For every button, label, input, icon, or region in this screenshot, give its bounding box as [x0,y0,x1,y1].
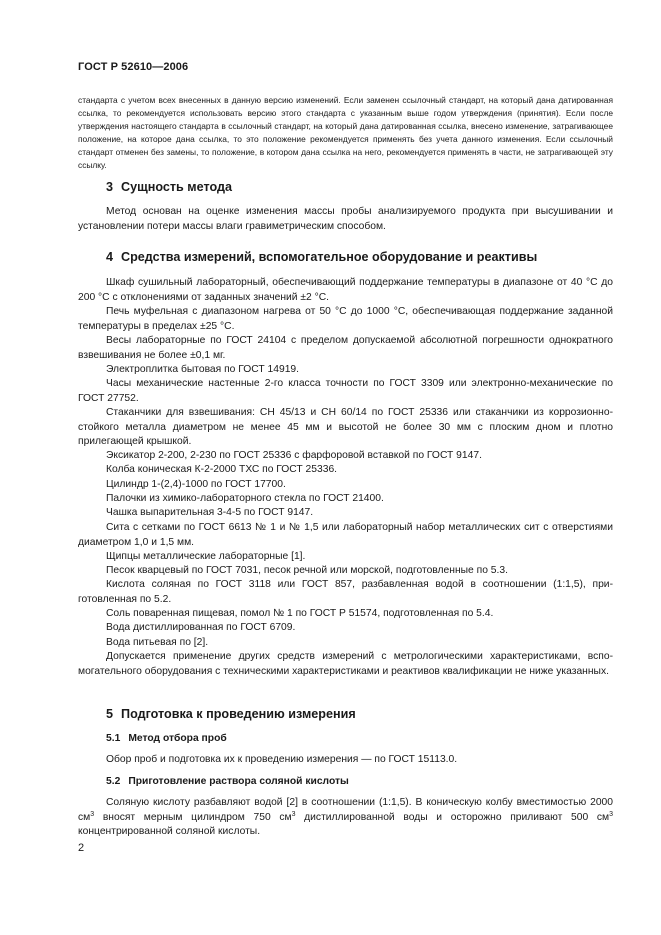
paragraph: Сита с сетками по ГОСТ 6613 № 1 и № 1,5 или лабораторный набор металлических сит с отверстиями диаметром 1,0 и 1,5 мм. [78,522,613,548]
paragraph: Электроплитка бытовая по ГОСТ 14919. [106,364,300,375]
paragraph: Вода питьевая по [2]. [106,637,209,648]
paragraph: Чашка выпарительная 3-4-5 по ГОСТ 9147. [106,507,314,518]
page-number: 2 [78,842,85,854]
paragraph: Шкаф сушильный лабораторный, обеспечивающий поддержание температуры в диапазоне от 40 °С до 200 °С с отклонениями от заданных значений ±2 °С. [78,277,613,303]
paragraph: Эксикатор 2-200, 2-230 по ГОСТ 25336 с фарфоровой вставкой по ГОСТ 9147. [106,450,482,461]
paragraph: Обор проб и подготовка их к проведению измерения — по ГОСТ 15113.0. [106,754,458,765]
superscript: 3 [609,810,613,818]
text-run: концентрированной соляной кислоты. [78,826,261,838]
paragraph: Печь муфельная с диапазоном нагрева от 50 °С до 1000 °С, обеспечивающая поддержание заданной температуры в пределах ±25 °С. [78,306,613,332]
subsection-5-2-heading [106,776,357,787]
paragraph: Соль поваренная пищевая, помол № 1 по ГОСТ Р 51574, подготовленная по 5.4. [106,608,494,619]
section-4-heading [106,250,545,264]
paragraph: Допускается применение других средств измерений с метрологическими характеристиками, вспомогательного оборудования с техническими характеристиками и реактивов квалификации не ниже указанных. [78,651,613,677]
paragraph: Кислота соляная по ГОСТ 3118 или ГОСТ 857, разбавленная водой в соотношении (1:1,5), приготовленная по 5.2. [78,579,613,605]
text-run: Соляную кислоту разбавляют водой [2] в соотношении (1:1,5). В коническую колбу вместимостью 2000 см [78,797,613,823]
section-5-heading [106,707,364,721]
paragraph: Метод основан на оценке изменения массы пробы анализируемого продукта при высушивании и установлении потери массы влаги гравиметрическим способом. [78,206,613,232]
paragraph [78,796,613,840]
document-header: ГОСТ Р 52610—2006 [78,61,189,73]
section-3-heading [106,180,240,194]
paragraph: Песок кварцевый по ГОСТ 7031, песок речной или морской, подготовленные по 5.3. [106,565,508,576]
section-number: 4 [106,250,114,264]
subsection-5-1-heading [106,733,235,744]
subsection-title: Метод отбора проб [128,733,227,744]
superscript: 3 [291,810,296,818]
text-run: вносят мерным цилиндром 750 см [94,811,292,823]
intro-note: стандарта с учетом всех внесенных в данную версию изменений. Если заменен ссылочный стандарт, на который дана датированная ссылка, то рекомендуется использовать версию этого стандарта с указанным выше годом утверждения (принятия). Если после утверждения настоящего стандарта в ссылочный стандарт, на который дана датированная ссылка, внесено изменение, затрагивающее положение, на которое дана ссылка, то это положение рекомендуется применять без учета данного изменения. Если ссылочный стандарт отменен без замены, то положение, в котором дана ссылка на него, рекомендуется применять в части, не затрагивающей эту ссылку. [78,95,613,170]
superscript: 3 [90,810,95,818]
section-title: Подготовка к проведению измерения [121,707,356,721]
paragraph: Часы механические настенные 2-го класса точности по ГОСТ 3309 или электронно-механические по ГОСТ 27752. [78,378,613,404]
section-number: 5 [106,707,114,721]
subsection-title: Приготовление раствора соляной кислоты [128,776,349,787]
paragraph: Вода дистиллированная по ГОСТ 6709. [106,622,296,633]
subsection-number: 5.2 [106,776,121,787]
subsection-number: 5.1 [106,733,121,744]
paragraph: Колба коническая К-2-2000 ТХС по ГОСТ 25336. [106,464,338,475]
section-title: Сущность метода [121,180,232,194]
section-title: Средства измерений, вспомогательное оборудование и реактивы [121,250,538,264]
paragraph: Цилиндр 1-(2,4)-1000 по ГОСТ 17700. [106,479,286,490]
paragraph: Стаканчики для взвешивания: СН 45/13 и СН 60/14 по ГОСТ 25336 или стаканчики из коррозионно-стойкого металла диаметром не менее 45 мм и высотой не более 30 мм с плоским дном и плотно прилегающей крышкой. [78,407,613,448]
section-number: 3 [106,180,114,194]
text-run: дистиллированной воды и осторожно приливают 500 см [295,811,610,823]
paragraph: Щипцы металлические лабораторные [1]. [106,551,306,562]
paragraph: Весы лабораторные по ГОСТ 24104 с пределом допускаемой абсолютной погрешности однократного взвешивания не более ±0,1 мг. [78,335,613,361]
paragraph: Палочки из химико-лабораторного стекла по ГОСТ 21400. [106,493,384,504]
